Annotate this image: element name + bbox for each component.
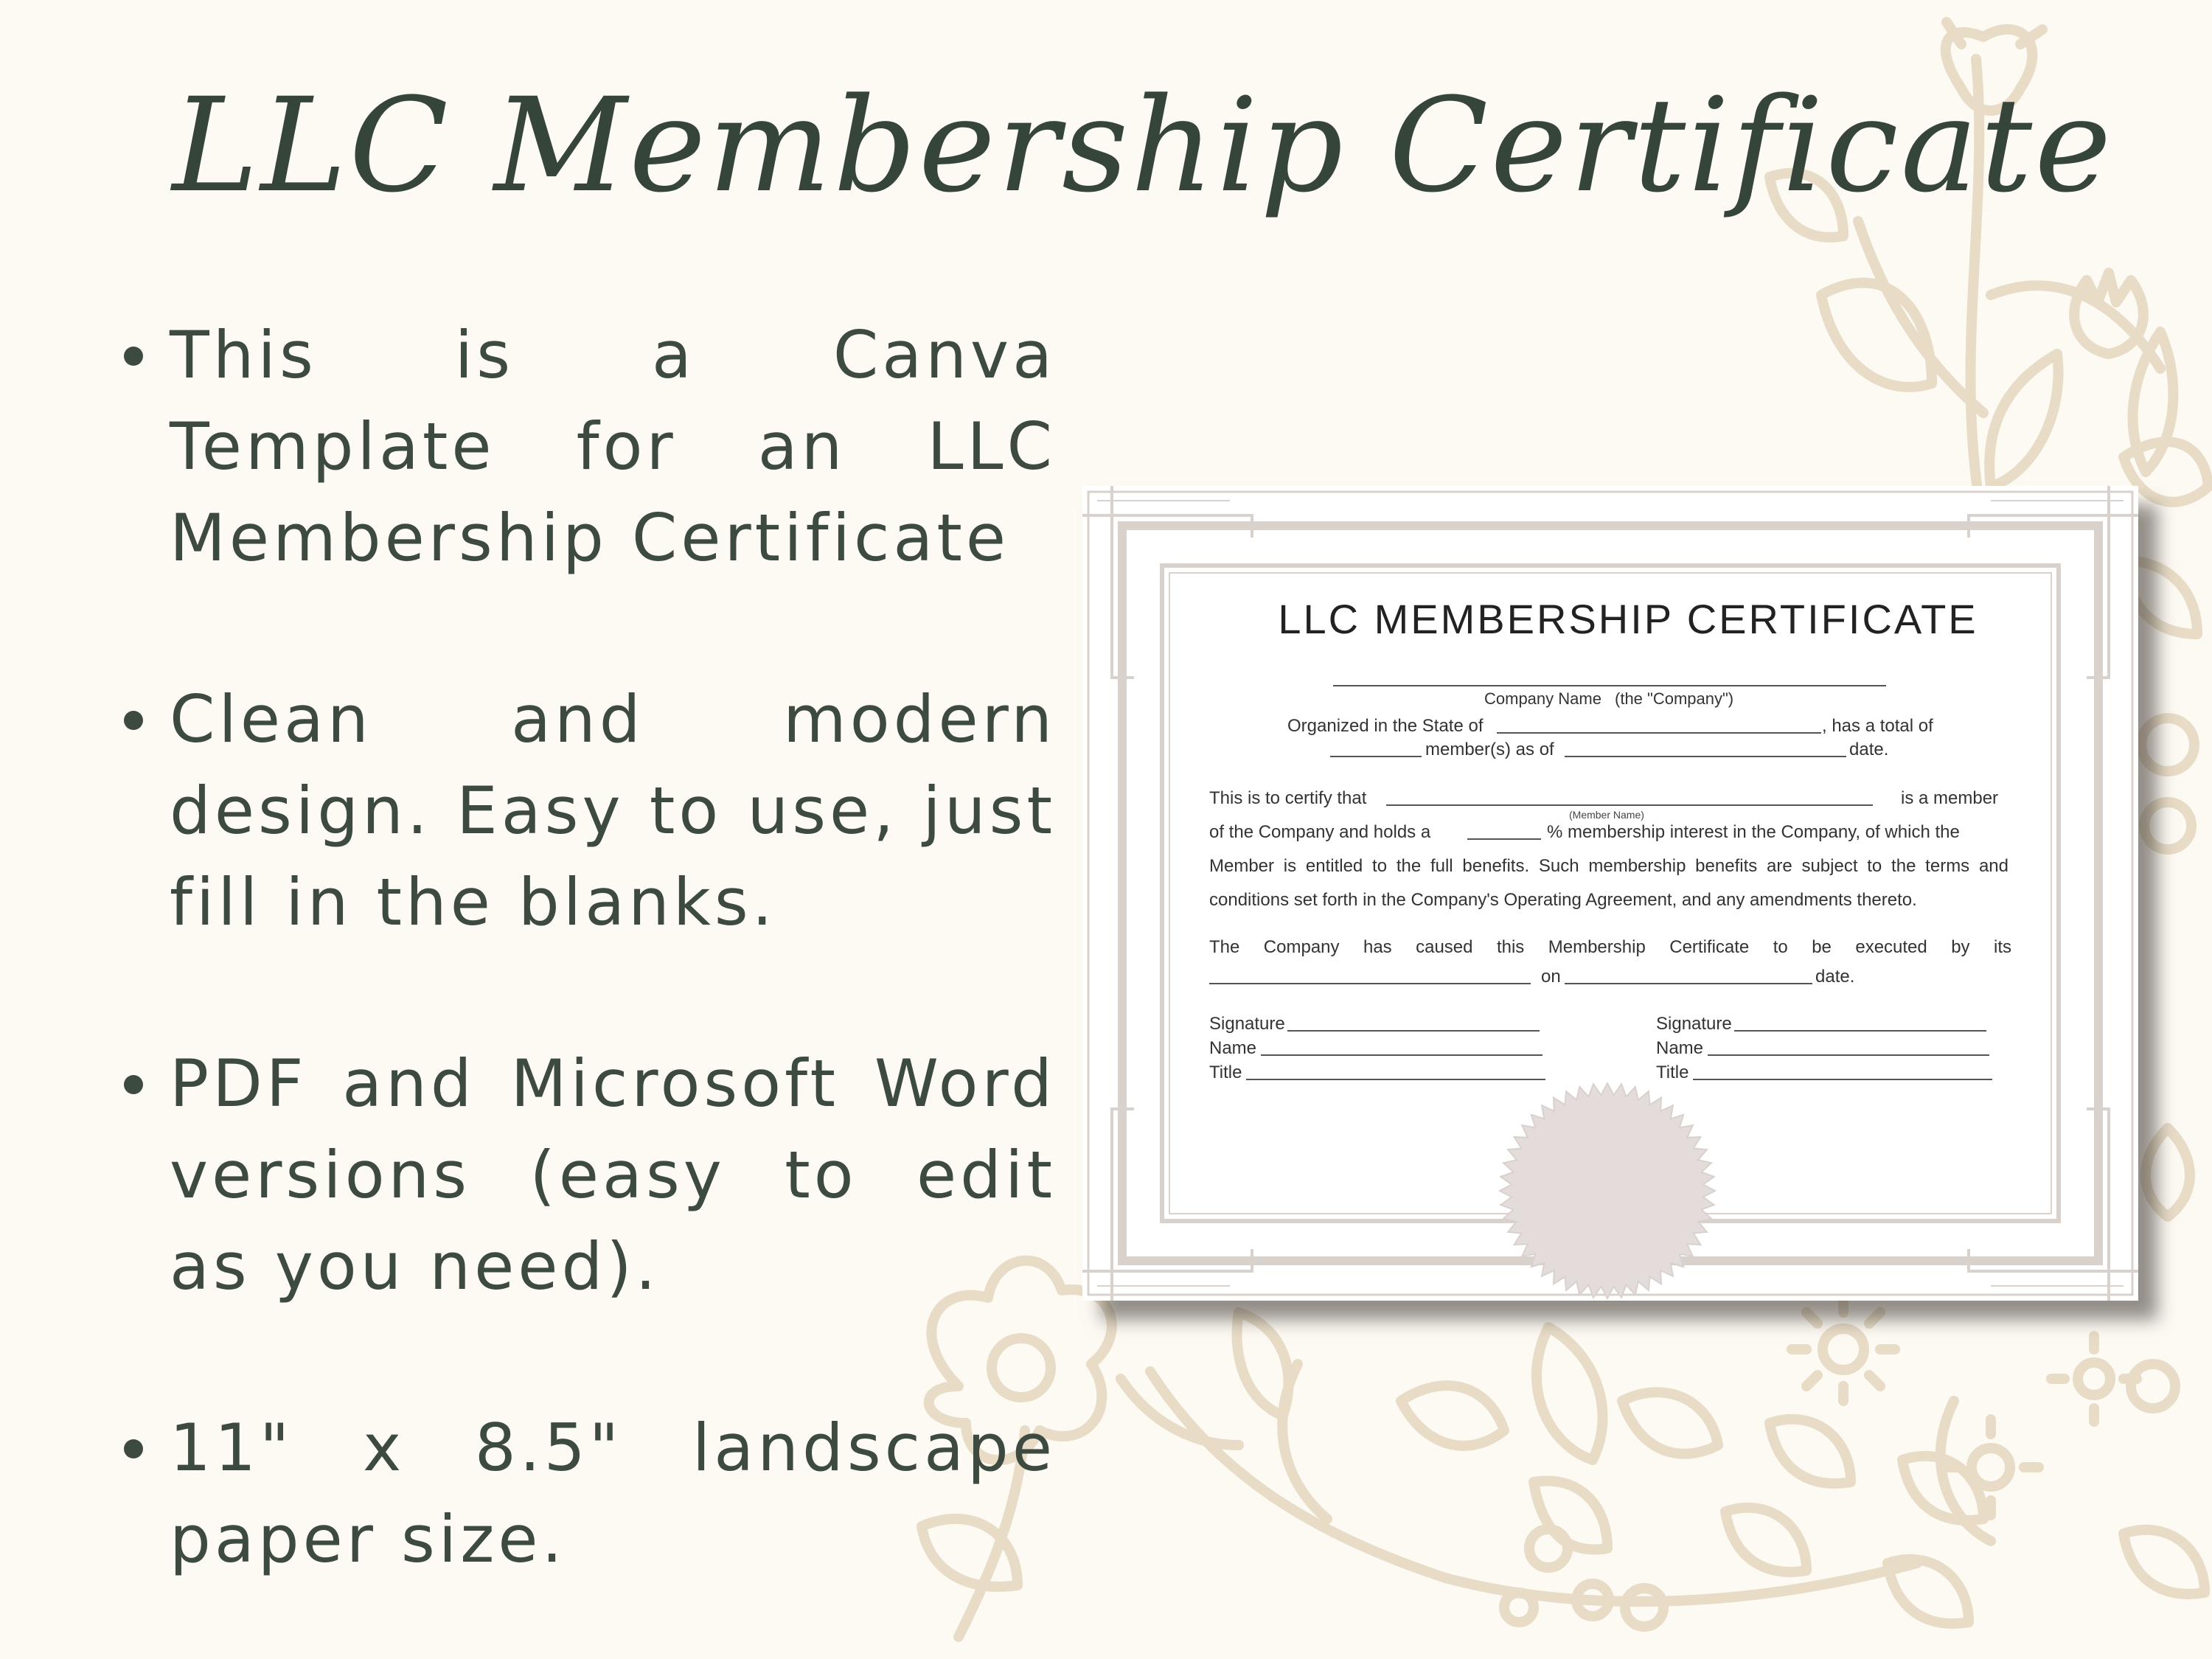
feature-text: This is a Canva Template for an LLC Membership Certificate [170, 317, 1056, 576]
bullet-icon [124, 347, 143, 366]
feature-item [118, 1402, 1056, 1585]
organized-suffix: , has a total of [1822, 716, 1933, 736]
on-word: on [1541, 967, 1561, 987]
name-label: Name [1209, 1038, 1257, 1058]
title-label: Title [1656, 1062, 1689, 1082]
date-word: date. [1815, 967, 1855, 987]
certify-prefix: This is to certify that [1209, 788, 1367, 808]
certificate-heading: LLC MEMBERSHIP CERTIFICATE [1278, 596, 1978, 642]
company-alias: (the "Company") [1615, 689, 1734, 708]
feature-text: 11" x 8.5" landscape paper size. [170, 1410, 1056, 1577]
name-line [1708, 1054, 1989, 1056]
member-count-line [1330, 756, 1422, 757]
feature-text: PDF and Microsoft Word versions (easy to edit as you need). [170, 1046, 1056, 1304]
signature-line [1287, 1030, 1540, 1032]
members-as-of: member(s) as of [1425, 740, 1554, 759]
holds-prefix: of the Company and holds a [1209, 822, 1431, 842]
bullet-icon [124, 711, 143, 730]
name-label: Name [1656, 1038, 1704, 1058]
executed-line: The Company has caused this Membership Certificate to be executed by its [1209, 937, 2011, 957]
bullet-icon [124, 1075, 143, 1094]
execution-date-line [1565, 983, 1812, 984]
name-line [1261, 1054, 1543, 1056]
feature-item [118, 310, 1056, 584]
company-name-line [1333, 685, 1886, 686]
member-name-line [1386, 804, 1873, 806]
certificate-preview [1082, 486, 2138, 1301]
title-label: Title [1209, 1062, 1242, 1082]
paragraph-line: Member is entitled to the full benefits. Such membership benefits are subject to the terms and [1209, 856, 2008, 876]
paragraph-line: conditions set forth in the Company's Operating Agreement, and any amendments thereto. [1209, 890, 1917, 910]
feature-item [118, 674, 1056, 948]
feature-list [118, 310, 1056, 1585]
executor-line [1209, 983, 1531, 984]
page-title: LLC Membership Certificate [172, 70, 2114, 221]
company-name-caption: Company Name [1484, 689, 1601, 708]
signature-label: Signature [1209, 1014, 1285, 1034]
organized-prefix: Organized in the State of [1287, 716, 1484, 736]
percent-line [1467, 838, 1541, 840]
title-line [1693, 1079, 1992, 1080]
member-name-hint: (Member Name) [1569, 809, 1644, 821]
date-word: date. [1849, 740, 1889, 759]
state-line [1497, 732, 1821, 734]
certify-suffix: is a member [1901, 788, 1999, 808]
feature-text: Clean and modern design. Easy to use, just fill in the blanks. [170, 681, 1056, 940]
seal-icon [1497, 1080, 1718, 1301]
feature-item [118, 1038, 1056, 1312]
bullet-icon [124, 1439, 143, 1458]
signature-label: Signature [1656, 1014, 1732, 1034]
as-of-date-line [1565, 756, 1846, 757]
holds-suffix: % membership interest in the Company, of which the [1547, 822, 1960, 842]
signature-line [1734, 1030, 1986, 1032]
